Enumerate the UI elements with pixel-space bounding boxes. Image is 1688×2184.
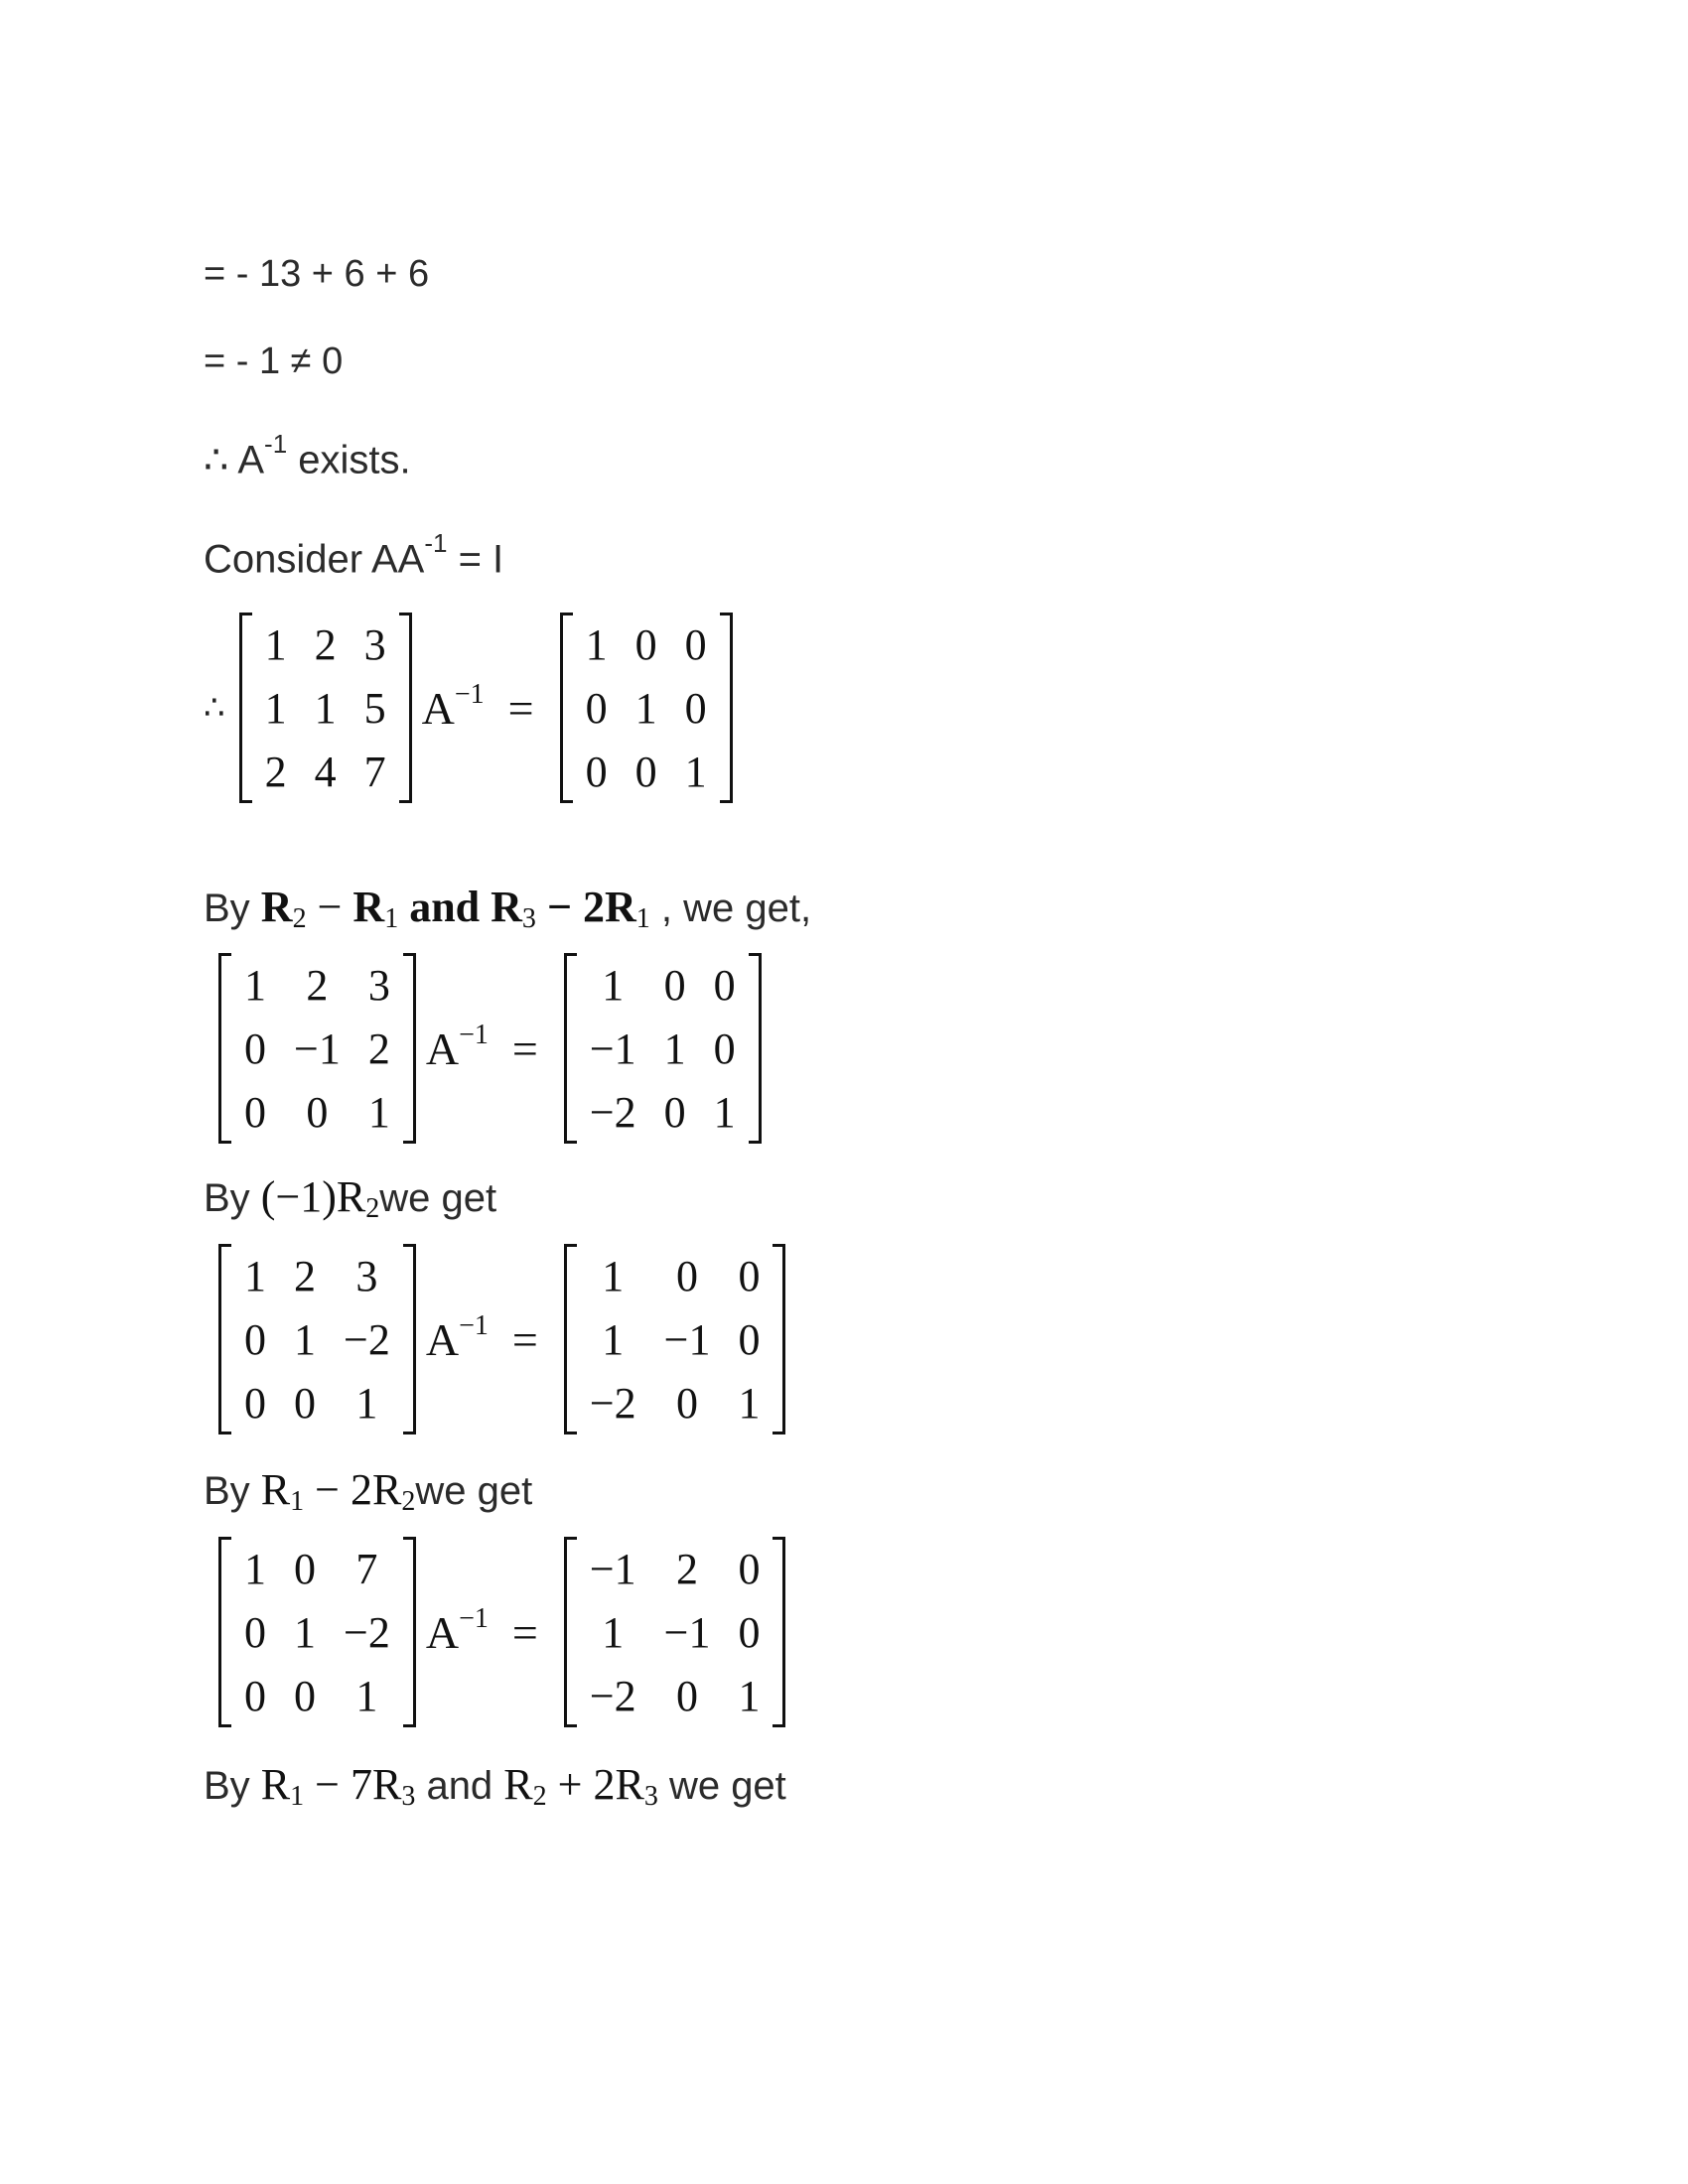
math-symbol: R [491,883,522,931]
superscript: -1 [264,429,288,459]
matrix-cell: 0 [663,1087,686,1137]
matrix-cell: 1 [713,1087,736,1137]
matrix-row [576,1371,774,1434]
text: exists. [287,438,411,482]
step-3-line [204,1464,532,1515]
math-symbol: + 2R [546,1760,644,1809]
matrix-cell: 1 [602,1314,625,1364]
equation-line-1 [204,253,429,296]
subscript: 3 [643,1781,658,1812]
subscript: 1 [290,1486,305,1517]
subscript: 1 [384,903,399,934]
matrix-cell: 1 [314,683,337,733]
subscript: 2 [365,1193,380,1224]
matrix-cell: 2 [264,747,287,796]
subscript: 3 [401,1781,416,1812]
matrix-cell: 0 [738,1544,761,1593]
matrix-cell: 2 [306,960,329,1010]
matrix-right [564,953,762,1144]
matrix-row [230,1537,404,1600]
matrix-cell: 1 [367,1087,390,1137]
text: and [398,883,492,931]
matrix-cell: 3 [363,619,386,669]
matrix-cell: 0 [244,1087,266,1137]
matrix-cell: 1 [264,683,287,733]
matrix-cell: 0 [244,1671,266,1720]
matrix-right [564,1537,786,1727]
equation-line-2 [204,341,343,383]
matrix-row [572,676,721,740]
matrix-cell: 0 [244,1024,266,1073]
matrix-cell: 0 [306,1087,329,1137]
matrix-cell: 0 [676,1251,699,1300]
matrix-cell: 0 [738,1314,761,1364]
matrix-row [230,1600,404,1664]
math-symbol: − 7R [304,1760,402,1809]
matrix-cell: 0 [634,619,657,669]
text: Consider AA [204,537,425,582]
matrix-cell: 1 [602,1251,625,1300]
matrix-cell: 1 [602,960,625,1010]
matrix-row [230,1017,404,1080]
matrix-right [560,613,733,803]
subscript: 1 [635,903,650,934]
matrix-row [576,1600,774,1664]
matrix-cell: 4 [314,747,337,796]
matrix-cell: 0 [294,1671,316,1720]
matrix-cell: 0 [684,683,707,733]
matrix-cell: 0 [713,1024,736,1073]
matrix-cell: 0 [676,1378,699,1428]
math-symbol: R [260,883,293,931]
superscript: -1 [424,528,448,558]
math-symbol: − 2R [304,1465,402,1514]
math-symbol: R [260,1760,291,1809]
matrix-row [576,953,750,1017]
matrix-cell: 0 [294,1378,316,1428]
matrix-row [572,740,721,803]
equation-text: = - 13 + 6 + 6 [204,253,430,295]
matrix-left [239,613,412,803]
matrix-row [230,1244,404,1307]
matrix-cell: −2 [589,1671,636,1720]
math-symbol: (−1)R [260,1172,366,1221]
matrix-row [576,1080,750,1144]
matrix-cell: 0 [676,1671,699,1720]
matrix-cell: 0 [244,1378,266,1428]
matrix-left [218,1244,416,1434]
matrix-cell: 1 [244,1544,266,1593]
consider-line [204,528,504,582]
matrix-cell: −1 [589,1544,636,1593]
matrix-cell: 1 [634,683,657,733]
subscript: 1 [290,1781,305,1812]
math-symbol: R [503,1760,533,1809]
matrix-cell: −2 [344,1314,390,1364]
matrix-row [230,1080,404,1144]
matrix-left [218,1537,416,1727]
matrix-left [218,953,416,1144]
text: = I [447,537,504,582]
math-symbol: R [605,883,636,931]
text: By [204,1469,261,1513]
matrix-row [572,613,721,676]
matrix-row [230,1307,404,1371]
a-inverse: $A^{-1}$ [421,679,485,734]
matrix-equation-0 [204,613,733,803]
matrix-cell: 5 [363,683,386,733]
math-symbol: R [260,1465,291,1514]
matrix-cell: 1 [244,960,266,1010]
text: we get [657,1764,786,1808]
a-inverse: $A^{-1}$ [425,1603,489,1658]
matrix-cell: 0 [244,1314,266,1364]
equals-sign: = [511,1606,538,1658]
matrix-row [230,953,404,1017]
matrix-row [576,1664,774,1727]
matrix-cell: 0 [738,1251,761,1300]
matrix-row [576,1017,750,1080]
subscript: 2 [532,1781,547,1812]
matrix-cell: 0 [585,683,608,733]
text: By [204,887,261,930]
matrix-cell: 7 [363,747,386,796]
step-4-line [204,1759,786,1810]
matrix-cell: 1 [264,619,287,669]
equation-text: = - 1 ≠ 0 [204,341,344,382]
therefore-symbol: ∴ [204,688,225,728]
matrix-right [564,1244,786,1434]
matrix-row [251,740,400,803]
matrix-cell: 0 [684,619,707,669]
matrix-cell: −1 [663,1607,711,1657]
matrix-cell: 2 [676,1544,699,1593]
matrix-cell: 0 [634,747,657,796]
equals-sign: = [507,682,534,734]
math-symbol: R [352,883,385,931]
text: ∴ A [204,438,265,482]
matrix-cell: 2 [314,619,337,669]
subscript: 3 [521,903,536,934]
matrix-cell: 1 [684,747,707,796]
matrix-row [576,1307,774,1371]
matrix-row [576,1244,774,1307]
text: , we get, [649,887,812,930]
matrix-equation-3 [218,1537,785,1727]
matrix-row [251,676,400,740]
text: we get [379,1176,497,1220]
matrix-cell: 2 [367,1024,390,1073]
math-symbol: − 2 [535,883,605,931]
matrix-cell: 0 [585,747,608,796]
matrix-cell: 1 [294,1607,316,1657]
matrix-cell: 0 [738,1607,761,1657]
matrix-cell: 1 [355,1378,378,1428]
matrix-cell: 1 [585,619,608,669]
matrix-cell: −1 [663,1314,711,1364]
matrix-cell: 0 [244,1607,266,1657]
matrix-equation-1 [218,953,762,1144]
matrix-cell: 7 [355,1544,378,1593]
matrix-row [251,613,400,676]
matrix-row [576,1537,774,1600]
matrix-cell: 1 [738,1671,761,1720]
matrix-cell: −2 [344,1607,390,1657]
matrix-cell: 0 [663,960,686,1010]
a-inverse: $A^{-1}$ [425,1020,489,1074]
subscript: 2 [292,903,307,934]
matrix-row [230,1664,404,1727]
matrix-cell: 3 [367,960,390,1010]
matrix-cell: −1 [294,1024,341,1073]
matrix-cell: 1 [738,1378,761,1428]
matrix-cell: 1 [294,1314,316,1364]
matrix-equation-2 [218,1244,785,1434]
step-1-line [204,882,811,932]
matrix-cell: 0 [294,1544,316,1593]
a-inverse: $A^{-1}$ [425,1310,489,1365]
matrix-cell: 2 [294,1251,316,1300]
step-2-line [204,1171,496,1222]
math-symbol: − [306,883,353,931]
equals-sign: = [511,1023,538,1074]
text: we get [415,1469,533,1513]
matrix-cell: 0 [713,960,736,1010]
inverse-exists-line [204,429,411,482]
text: and [415,1764,504,1808]
equals-sign: = [511,1313,538,1365]
text: By [204,1764,261,1808]
matrix-cell: −2 [589,1087,636,1137]
matrix-cell: −1 [589,1024,636,1073]
matrix-cell: 3 [355,1251,378,1300]
matrix-cell: 1 [355,1671,378,1720]
matrix-cell: −2 [589,1378,636,1428]
text: By [204,1176,261,1220]
matrix-row [230,1371,404,1434]
matrix-cell: 1 [663,1024,686,1073]
subscript: 2 [401,1486,416,1517]
matrix-cell: 1 [602,1607,625,1657]
matrix-cell: 1 [244,1251,266,1300]
